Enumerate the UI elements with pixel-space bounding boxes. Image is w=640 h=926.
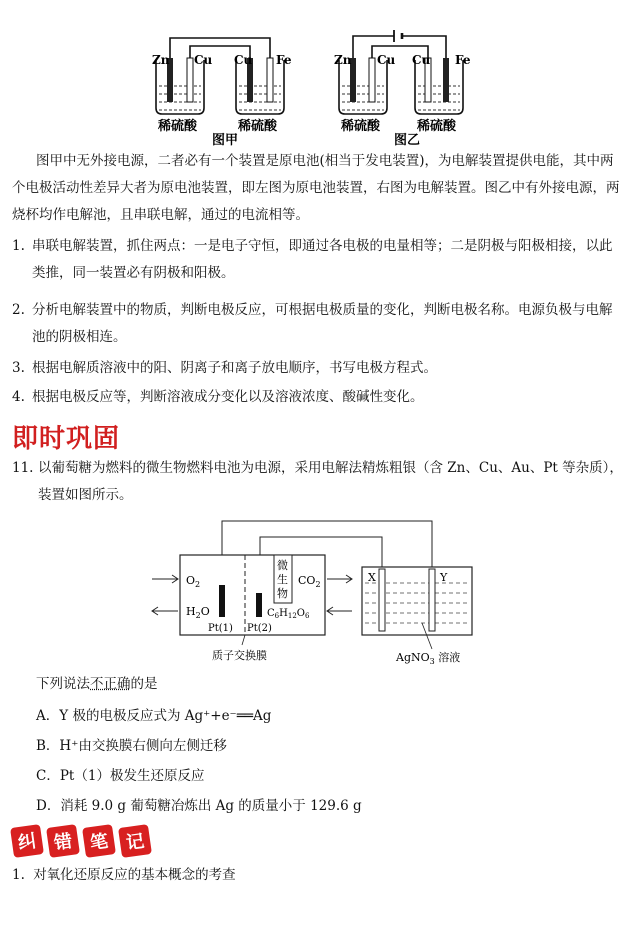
badge-1: 纠 <box>10 824 44 858</box>
point-4-text: 根据电极反应等，判断溶液成分变化以及溶液浓度、酸碱性变化。 <box>32 389 424 405</box>
fig-b-battery-icon <box>394 30 402 42</box>
question-stem <box>36 671 158 698</box>
note-item-1 <box>12 862 236 889</box>
label-glucose: $C_6H_{12}O_6$ <box>267 608 310 620</box>
option-c-label: C． <box>36 768 60 784</box>
option-a <box>36 703 271 730</box>
fig-a-beaker-label-right: 稀硫酸 <box>238 119 278 134</box>
option-a-text: Y 极的电极反应式为 Ag⁺+e⁻══Ag <box>59 708 272 724</box>
fig-b-beaker-label-right: 稀硫酸 <box>417 119 457 134</box>
option-d-label: D． <box>36 798 61 814</box>
question-11-num: 11. <box>12 460 34 476</box>
question-11 <box>12 455 624 509</box>
fig-b-label-fe: Fe <box>455 53 471 67</box>
label-h2o: $H_2O$ <box>186 605 210 620</box>
option-d <box>36 793 362 820</box>
y-electrode <box>429 569 435 631</box>
stem-suffix: 的是 <box>130 676 158 692</box>
option-c <box>36 763 204 790</box>
fuel-cell-figure <box>150 515 480 673</box>
fig-a-label-fe: Fe <box>276 53 292 67</box>
label-y: Y <box>440 571 448 584</box>
note-item-1-text: 对氧化还原反应的基本概念的考查 <box>33 867 236 883</box>
point-4 <box>12 384 624 411</box>
pt2-electrode <box>256 593 262 617</box>
label-agno3: AgNO$_3$ 溶液 <box>396 651 461 666</box>
point-3-text: 根据电解质溶液中的阳、阴离子和离子放电顺序，书写电极方程式。 <box>32 360 437 376</box>
point-1 <box>12 233 624 287</box>
section-heading-error-notes <box>12 826 150 856</box>
stem-emphasis: 不正确 <box>90 676 131 692</box>
intro-paragraph: 图甲中无外接电源，二者必有一个装置是原电池(相当于发电装置)，为电解装置提供电能，其中两个电极活动性差异大者为原电池装置，即左图为原电池装置，右图为电解装置。图乙中有外接电源，两烧杯均作电解池，且串联电解，通过的电流相等。 <box>12 153 620 223</box>
fig-b-beaker-label-left: 稀硫酸 <box>341 119 381 134</box>
badge-3: 笔 <box>82 824 116 858</box>
fig-b-label-cu1: Cu <box>377 53 396 67</box>
label-pt2: Pt(2) <box>247 623 272 634</box>
x-electrode <box>379 569 385 631</box>
fig-a-label-zn: Zn <box>152 53 170 67</box>
label-microbe-1: 微 <box>277 559 288 572</box>
option-b <box>36 733 227 760</box>
pt1-electrode <box>219 585 225 617</box>
top-electrochem-figure <box>150 30 480 148</box>
fig-a-label-cu2: Cu <box>234 53 253 67</box>
point-2-text: 分析电解装置中的物质，判断电极反应，可根据电极质量的变化，判断电极名称。电源负极与电解池的阴极相连。 <box>32 302 613 345</box>
label-microbe-2: 生 <box>277 573 288 586</box>
point-2 <box>12 297 624 351</box>
option-a-label: A． <box>36 708 60 724</box>
badge-2: 错 <box>46 824 80 858</box>
point-4-num: 4. <box>12 389 25 405</box>
label-microbe-3: 物 <box>277 587 288 600</box>
label-o2: $O_2$ <box>186 574 201 589</box>
option-c-text: Pt（1）极发生还原反应 <box>59 768 205 784</box>
section-heading-consolidation: 即时巩固 <box>12 424 121 454</box>
note-item-1-num: 1. <box>12 867 25 883</box>
option-b-text: H⁺由交换膜右侧向左侧迁移 <box>59 738 227 754</box>
label-x: X <box>368 571 376 584</box>
fig-b-caption: 图乙 <box>394 133 421 148</box>
point-3 <box>12 355 624 382</box>
label-co2: $CO_2$ <box>298 574 321 589</box>
fig-a-label-cu1: Cu <box>194 53 213 67</box>
point-1-num: 1. <box>12 238 25 254</box>
fig-a-beaker-label-left: 稀硫酸 <box>158 119 198 134</box>
stem-prefix: 下列说法 <box>36 676 90 692</box>
option-b-label: B． <box>36 738 60 754</box>
badge-4: 记 <box>118 824 152 858</box>
label-pt1: Pt(1) <box>208 623 233 634</box>
point-3-num: 3. <box>12 360 25 376</box>
label-membrane: 质子交换膜 <box>212 649 267 662</box>
point-2-num: 2. <box>12 302 25 318</box>
point-1-text: 串联电解装置，抓住两点：一是电子守恒，即通过各电极的电量相等；二是阴极与阳极相接，以此类推，同一装置必有阴极和阳极。 <box>32 238 613 281</box>
fig-a-caption: 图甲 <box>212 133 239 148</box>
option-d-text: 消耗 9.0 g 葡萄糖冶炼出 Ag 的质量小于 129.6 g <box>60 798 362 814</box>
question-11-text: 以葡萄糖为燃料的微生物燃料电池为电源，采用电解法精炼粗银（含 Zn、Cu、Au、Pt 等杂质），装置如图所示。 <box>38 460 623 503</box>
fig-b-label-cu2: Cu <box>412 53 431 67</box>
fig-b-label-zn: Zn <box>334 53 352 67</box>
